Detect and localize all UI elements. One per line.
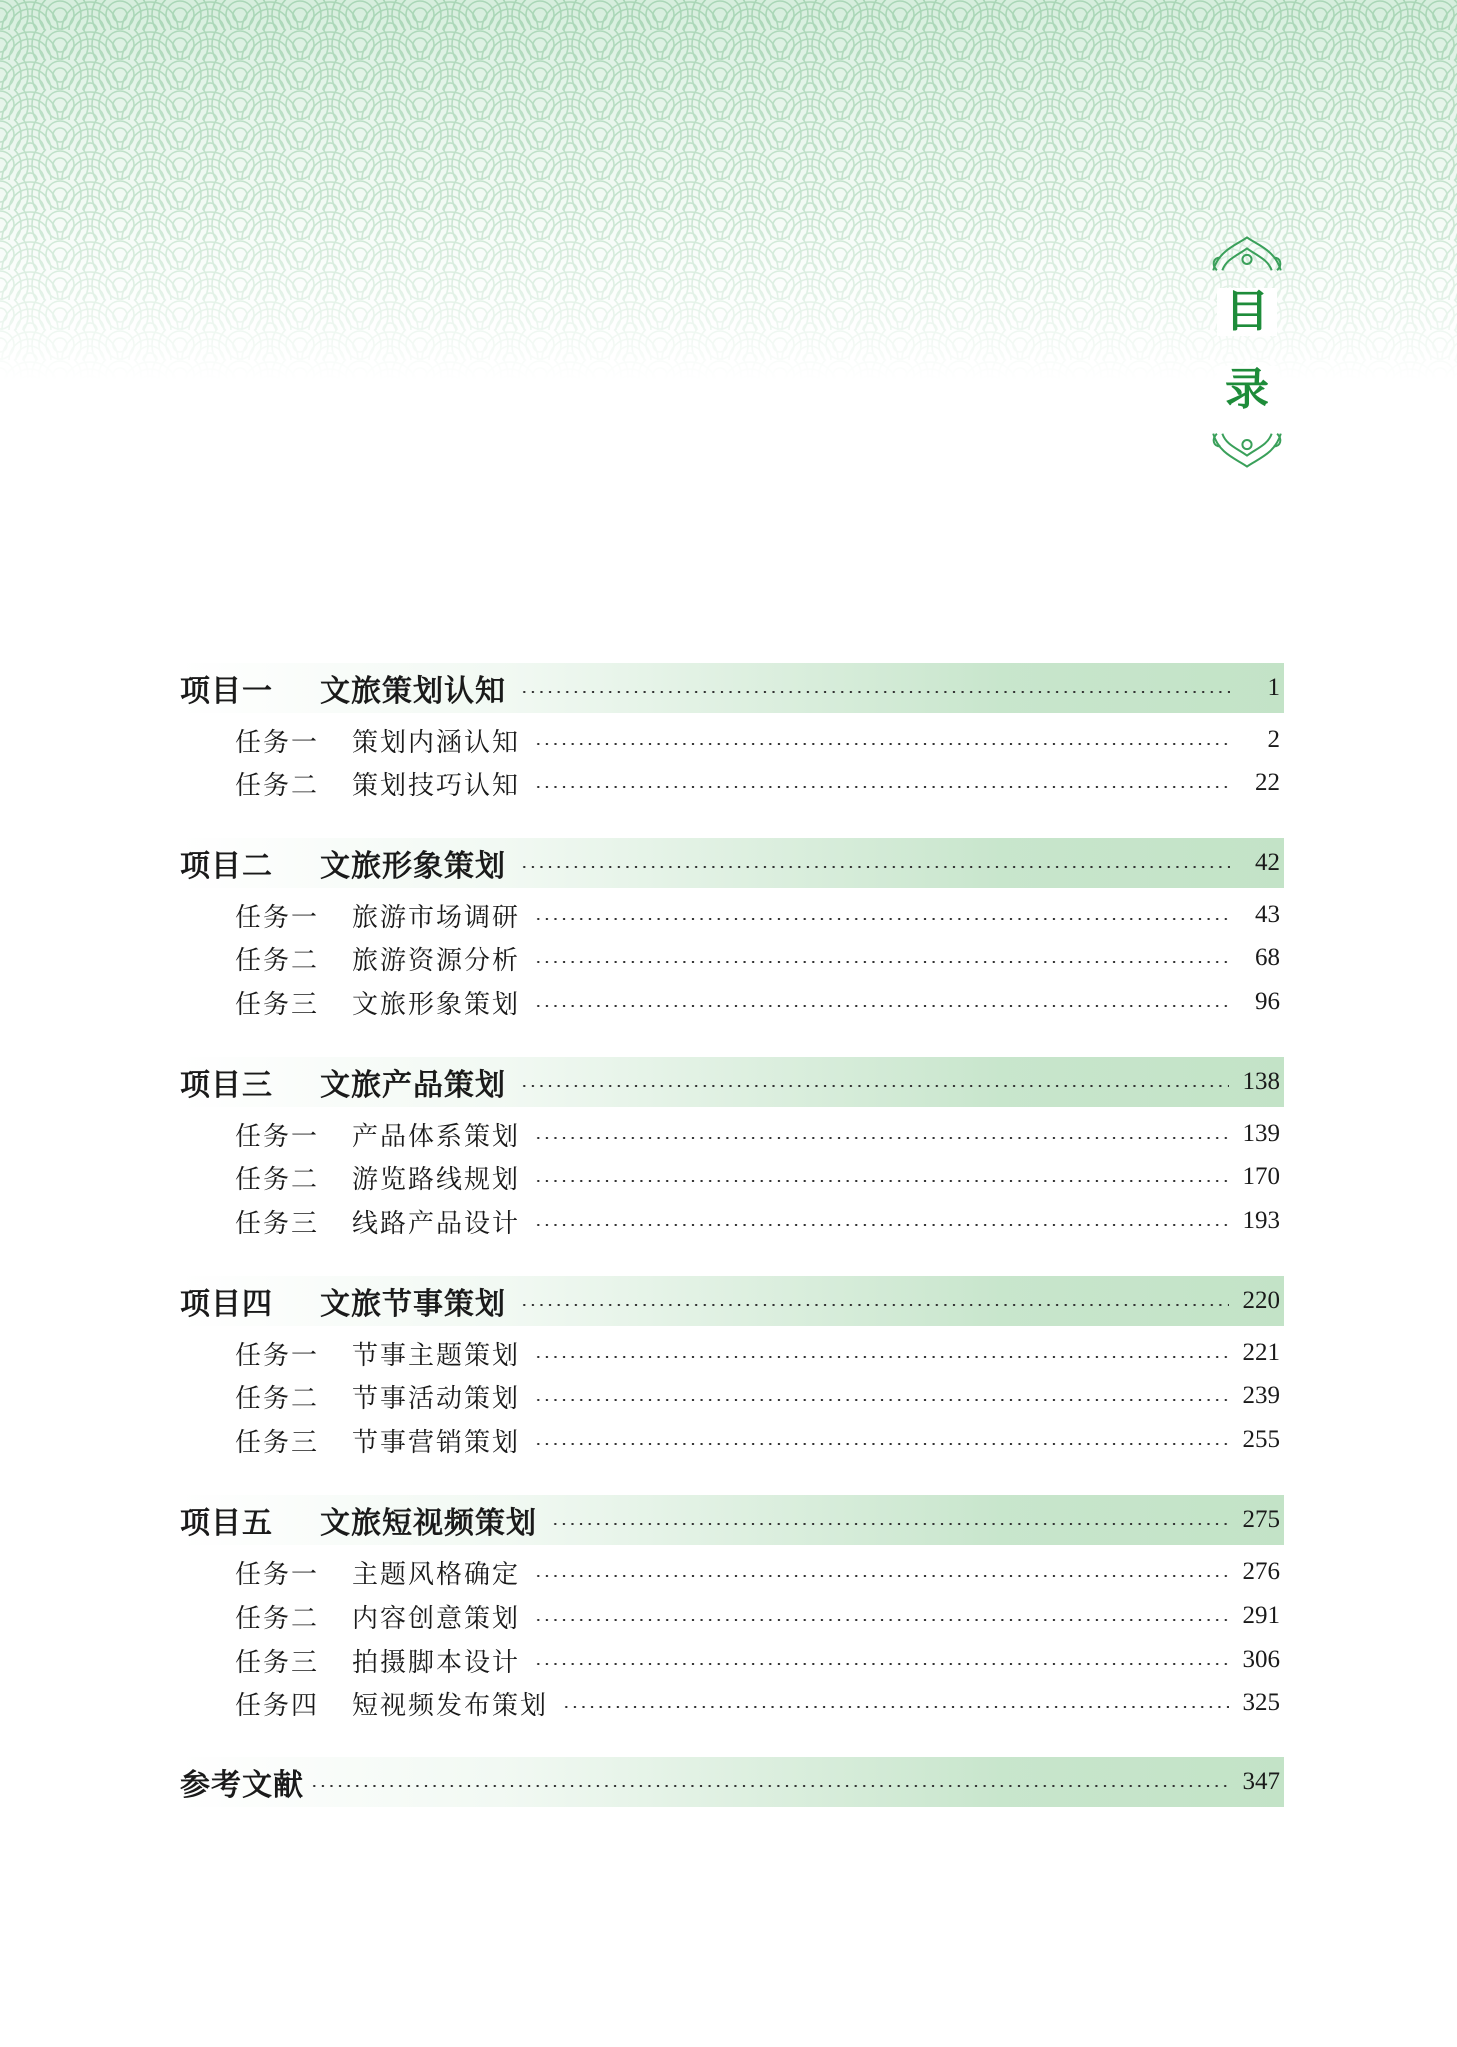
task-title: 策划技巧认知	[352, 770, 521, 801]
dot-leader	[534, 1356, 1228, 1358]
page-number: 42	[1255, 849, 1280, 876]
task-label: 任务一	[235, 1559, 320, 1590]
task-label: 任务一	[235, 902, 320, 933]
task-label: 任务二	[235, 770, 320, 801]
task-title: 旅游市场调研	[352, 902, 521, 933]
task-title: 游览路线规划	[352, 1164, 521, 1195]
dot-leader	[551, 1523, 1229, 1525]
project-label: 项目一	[180, 674, 273, 709]
page-number: 68	[1255, 944, 1280, 971]
page-number: 275	[1242, 1506, 1280, 1533]
toc-task-2-2[interactable]	[180, 934, 1284, 982]
toc-task-5-3[interactable]	[180, 1636, 1284, 1684]
dot-leader	[534, 1399, 1228, 1401]
dot-leader	[534, 1575, 1228, 1577]
references-title: 参考文献	[180, 1768, 304, 1803]
task-label: 任务一	[235, 1121, 320, 1152]
page-number: 276	[1242, 1558, 1280, 1585]
dot-leader	[520, 691, 1230, 693]
page-number: 255	[1242, 1426, 1280, 1453]
task-title: 旅游资源分析	[352, 945, 521, 976]
toc-project-1[interactable]	[180, 663, 1284, 713]
title-char-mu: 目	[1217, 288, 1277, 336]
dot-leader	[534, 786, 1230, 788]
page-number: 221	[1242, 1339, 1280, 1366]
task-label: 任务三	[235, 1427, 320, 1458]
dot-leader	[534, 1443, 1228, 1445]
task-title: 节事营销策划	[352, 1427, 521, 1458]
task-label: 任务一	[235, 1340, 320, 1371]
task-title: 短视频发布策划	[352, 1690, 549, 1721]
dot-leader	[534, 1137, 1228, 1139]
toc-project-5[interactable]	[180, 1495, 1284, 1545]
task-label: 任务二	[235, 1164, 320, 1195]
project-title: 文旅短视频策划	[320, 1506, 537, 1541]
toc-task-5-4[interactable]	[180, 1679, 1284, 1727]
page-number: 239	[1242, 1382, 1280, 1409]
dot-leader	[520, 1085, 1229, 1087]
project-title: 文旅策划认知	[320, 674, 506, 709]
page-number: 139	[1242, 1120, 1280, 1147]
task-label: 任务二	[235, 1383, 320, 1414]
dot-leader	[562, 1706, 1228, 1708]
page-number: 193	[1242, 1207, 1280, 1234]
task-label: 任务三	[235, 989, 320, 1020]
task-title: 文旅形象策划	[352, 989, 521, 1020]
page-number: 138	[1242, 1068, 1280, 1095]
toc-task-3-2[interactable]	[180, 1153, 1284, 1201]
dot-leader	[520, 1304, 1229, 1306]
dot-leader	[534, 1005, 1230, 1007]
task-title: 线路产品设计	[352, 1208, 521, 1239]
page-number: 347	[1242, 1768, 1280, 1795]
dot-leader	[534, 1224, 1228, 1226]
task-label: 任务三	[235, 1208, 320, 1239]
task-label: 任务三	[235, 1647, 320, 1678]
toc-task-5-2[interactable]	[180, 1592, 1284, 1640]
toc-task-4-3[interactable]	[180, 1416, 1284, 1464]
task-label: 任务四	[235, 1690, 320, 1721]
page-number: 43	[1255, 901, 1280, 928]
task-title: 策划内涵认知	[352, 727, 521, 758]
dot-leader	[534, 918, 1230, 920]
project-title: 文旅形象策划	[320, 849, 506, 884]
project-title: 文旅节事策划	[320, 1287, 506, 1322]
project-label: 项目三	[180, 1068, 273, 1103]
toc-project-3[interactable]	[180, 1057, 1284, 1107]
project-label: 项目五	[180, 1506, 273, 1541]
toc-references[interactable]	[180, 1757, 1284, 1807]
toc-task-3-1[interactable]	[180, 1110, 1284, 1158]
page-number: 22	[1255, 769, 1280, 796]
page-number: 220	[1242, 1287, 1280, 1314]
dot-leader	[534, 1663, 1228, 1665]
dot-leader	[534, 743, 1230, 745]
toc-task-5-1[interactable]	[180, 1548, 1284, 1596]
task-title: 内容创意策划	[352, 1603, 521, 1634]
toc-task-2-1[interactable]	[180, 891, 1284, 939]
toc-task-1-2[interactable]	[180, 759, 1284, 807]
project-title: 文旅产品策划	[320, 1068, 506, 1103]
page-number: 2	[1267, 726, 1280, 753]
page-number: 96	[1255, 988, 1280, 1015]
dot-leader	[534, 1180, 1228, 1182]
dot-leader	[534, 1619, 1228, 1621]
dot-leader	[520, 866, 1230, 868]
task-title: 节事活动策划	[352, 1383, 521, 1414]
task-label: 任务二	[235, 945, 320, 976]
task-label: 任务二	[235, 1603, 320, 1634]
page-number: 1	[1267, 674, 1280, 701]
task-title: 主题风格确定	[352, 1559, 521, 1590]
task-title: 节事主题策划	[352, 1340, 521, 1371]
toc-task-3-3[interactable]	[180, 1197, 1284, 1245]
project-label: 项目二	[180, 849, 273, 884]
task-title: 拍摄脚本设计	[352, 1647, 521, 1678]
task-title: 产品体系策划	[352, 1121, 521, 1152]
page-number: 325	[1242, 1689, 1280, 1716]
toc-project-2[interactable]	[180, 838, 1284, 888]
toc-task-2-3[interactable]	[180, 978, 1284, 1026]
toc-task-4-1[interactable]	[180, 1329, 1284, 1377]
page-number: 291	[1242, 1602, 1280, 1629]
toc-project-4[interactable]	[180, 1276, 1284, 1326]
page-number: 170	[1242, 1163, 1280, 1190]
toc-task-1-1[interactable]	[180, 716, 1284, 764]
project-label: 项目四	[180, 1287, 273, 1322]
dot-leader	[534, 961, 1230, 963]
title-char-lu: 录	[1217, 366, 1277, 414]
task-label: 任务一	[235, 727, 320, 758]
dot-leader	[310, 1785, 1229, 1787]
toc-task-4-2[interactable]	[180, 1372, 1284, 1420]
page-number: 306	[1242, 1646, 1280, 1673]
